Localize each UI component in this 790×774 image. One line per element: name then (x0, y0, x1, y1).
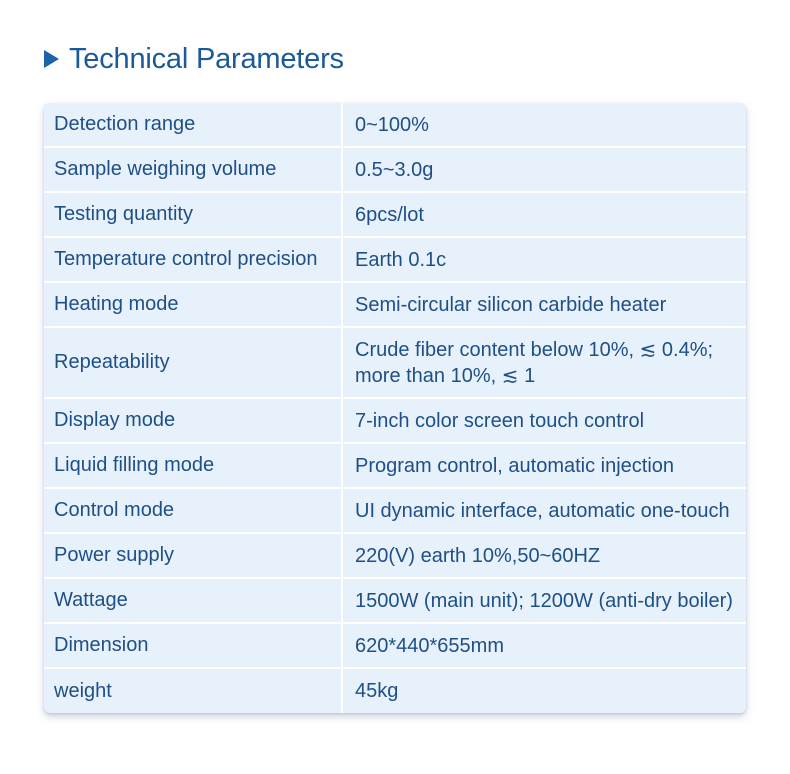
param-value: 220(V) earth 10%,50~60HZ (355, 544, 601, 567)
table-row (44, 399, 746, 444)
table-row (44, 669, 746, 713)
table-row (44, 489, 746, 534)
table-row (44, 328, 746, 399)
param-label: Liquid filling mode (54, 454, 215, 476)
param-label: Testing quantity (54, 203, 193, 225)
table-row (44, 534, 746, 579)
param-value: Program control, automatic injection (355, 454, 675, 477)
section-title: Technical Parameters (69, 42, 344, 75)
table-row (44, 148, 746, 193)
param-value: 45kg (355, 680, 399, 702)
param-value: 0~100% (355, 113, 429, 136)
table-row (44, 624, 746, 669)
param-value: Semi-circular silicon carbide heater (355, 293, 667, 316)
param-value-line: more than 10%, ≲ 1 (355, 364, 536, 387)
param-label: Heating mode (54, 293, 179, 315)
param-label: Control mode (54, 499, 175, 521)
param-label: Repeatability (54, 351, 170, 373)
param-label: Sample weighing volume (54, 158, 277, 180)
param-value: 6pcs/lot (355, 203, 424, 226)
param-label: Display mode (54, 409, 176, 431)
table-row (44, 283, 746, 328)
param-label: Temperature control precision (54, 248, 318, 270)
param-value: 7-inch color screen touch control (355, 409, 645, 432)
param-value: 1500W (main unit); 1200W (anti-dry boiler) (355, 589, 733, 612)
param-label: Dimension (54, 634, 149, 656)
table-row (44, 444, 746, 489)
parameters-table (44, 103, 746, 713)
play-triangle-icon (44, 50, 59, 68)
param-label: Detection range (54, 113, 196, 135)
table-row (44, 238, 746, 283)
table-row (44, 103, 746, 148)
table-row (44, 193, 746, 238)
param-value: 620*440*655mm (355, 634, 504, 657)
section-heading (44, 38, 344, 80)
param-value: 0.5~3.0g (355, 158, 434, 181)
param-value (343, 337, 746, 389)
param-value-line: Crude fiber content below 10%, ≲ 0.4%; (355, 338, 714, 361)
param-value: UI dynamic interface, automatic one-touch (355, 499, 730, 522)
param-value: Earth 0.1c (355, 248, 447, 271)
table-row (44, 579, 746, 624)
param-label: weight (54, 679, 112, 702)
param-label: Wattage (54, 589, 128, 611)
param-label: Power supply (54, 544, 175, 566)
